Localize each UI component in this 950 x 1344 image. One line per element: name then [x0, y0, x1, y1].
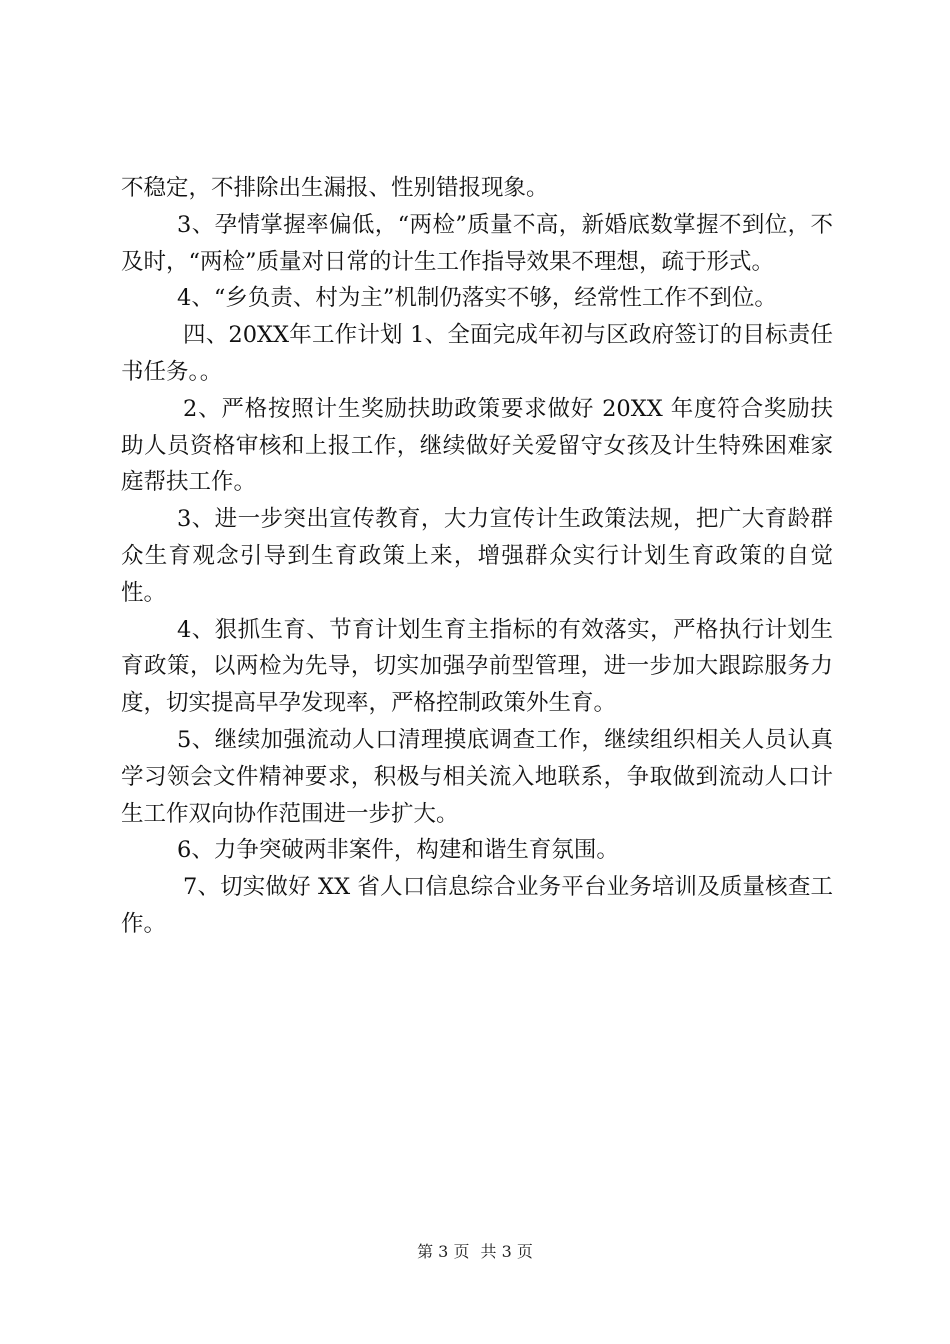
paragraph-plan-5: 5、继续加强流动人口清理摸底调查工作，继续组织相关人员认真学习领会文件精神要求，积极与相关流入地联系，争取做到流动人口计生工作双向协作范围进一步扩大。: [121, 726, 833, 827]
paragraph-plan-6: 6、力争突破两非案件，构建和谐生育氛围。: [177, 837, 619, 864]
paragraph-plan-2: 2、严格按照计生奖励扶助政策要求做好 20XX 年度符合奖励扶助人员资格审核和上报工作，继续做好关爱留守女孩及计生特殊困难家庭帮扶工作。: [121, 395, 833, 496]
paragraph-plan-4: 4、狠抓生育、节育计划生育主指标的有效落实，严格执行计划生育政策，以两检为先导，切实加强孕前型管理，进一步加大跟踪服务力度，切实提高早孕发现率，严格控制政策外生育。: [121, 616, 833, 717]
paragraph-section-4-plan: 四、20XX年工作计划 1、全面完成年初与区政府签订的目标责任书任务。。: [121, 322, 833, 385]
paragraph-plan-7: 7、切实做好 XX 省人口信息综合业务平台业务培训及质量核查工作。: [121, 874, 833, 937]
page-number: 第 3 页: [417, 1242, 470, 1261]
document-body: [121, 170, 833, 943]
paragraph-issue-4: 4、“乡负责、村为主”机制仍落实不够，经常性工作不到位。: [177, 285, 777, 312]
page-footer: [0, 1242, 950, 1262]
paragraph-issue-3: 3、孕情掌握率偏低，“两检”质量不高，新婚底数掌握不到位，不及时，“两检”质量对日常的计生工作指导效果不理想，疏于形式。: [121, 211, 833, 275]
paragraph-plan-3: 3、进一步突出宣传教育，大力宣传计生政策法规，把广大育龄群众生育观念引导到生育政策上来，增强群众实行计划生育政策的自觉性。: [121, 506, 833, 606]
paragraph-continuation: 不稳定，不排除出生漏报、性别错报现象。: [121, 175, 549, 201]
page-total: 共 3 页: [480, 1242, 533, 1261]
